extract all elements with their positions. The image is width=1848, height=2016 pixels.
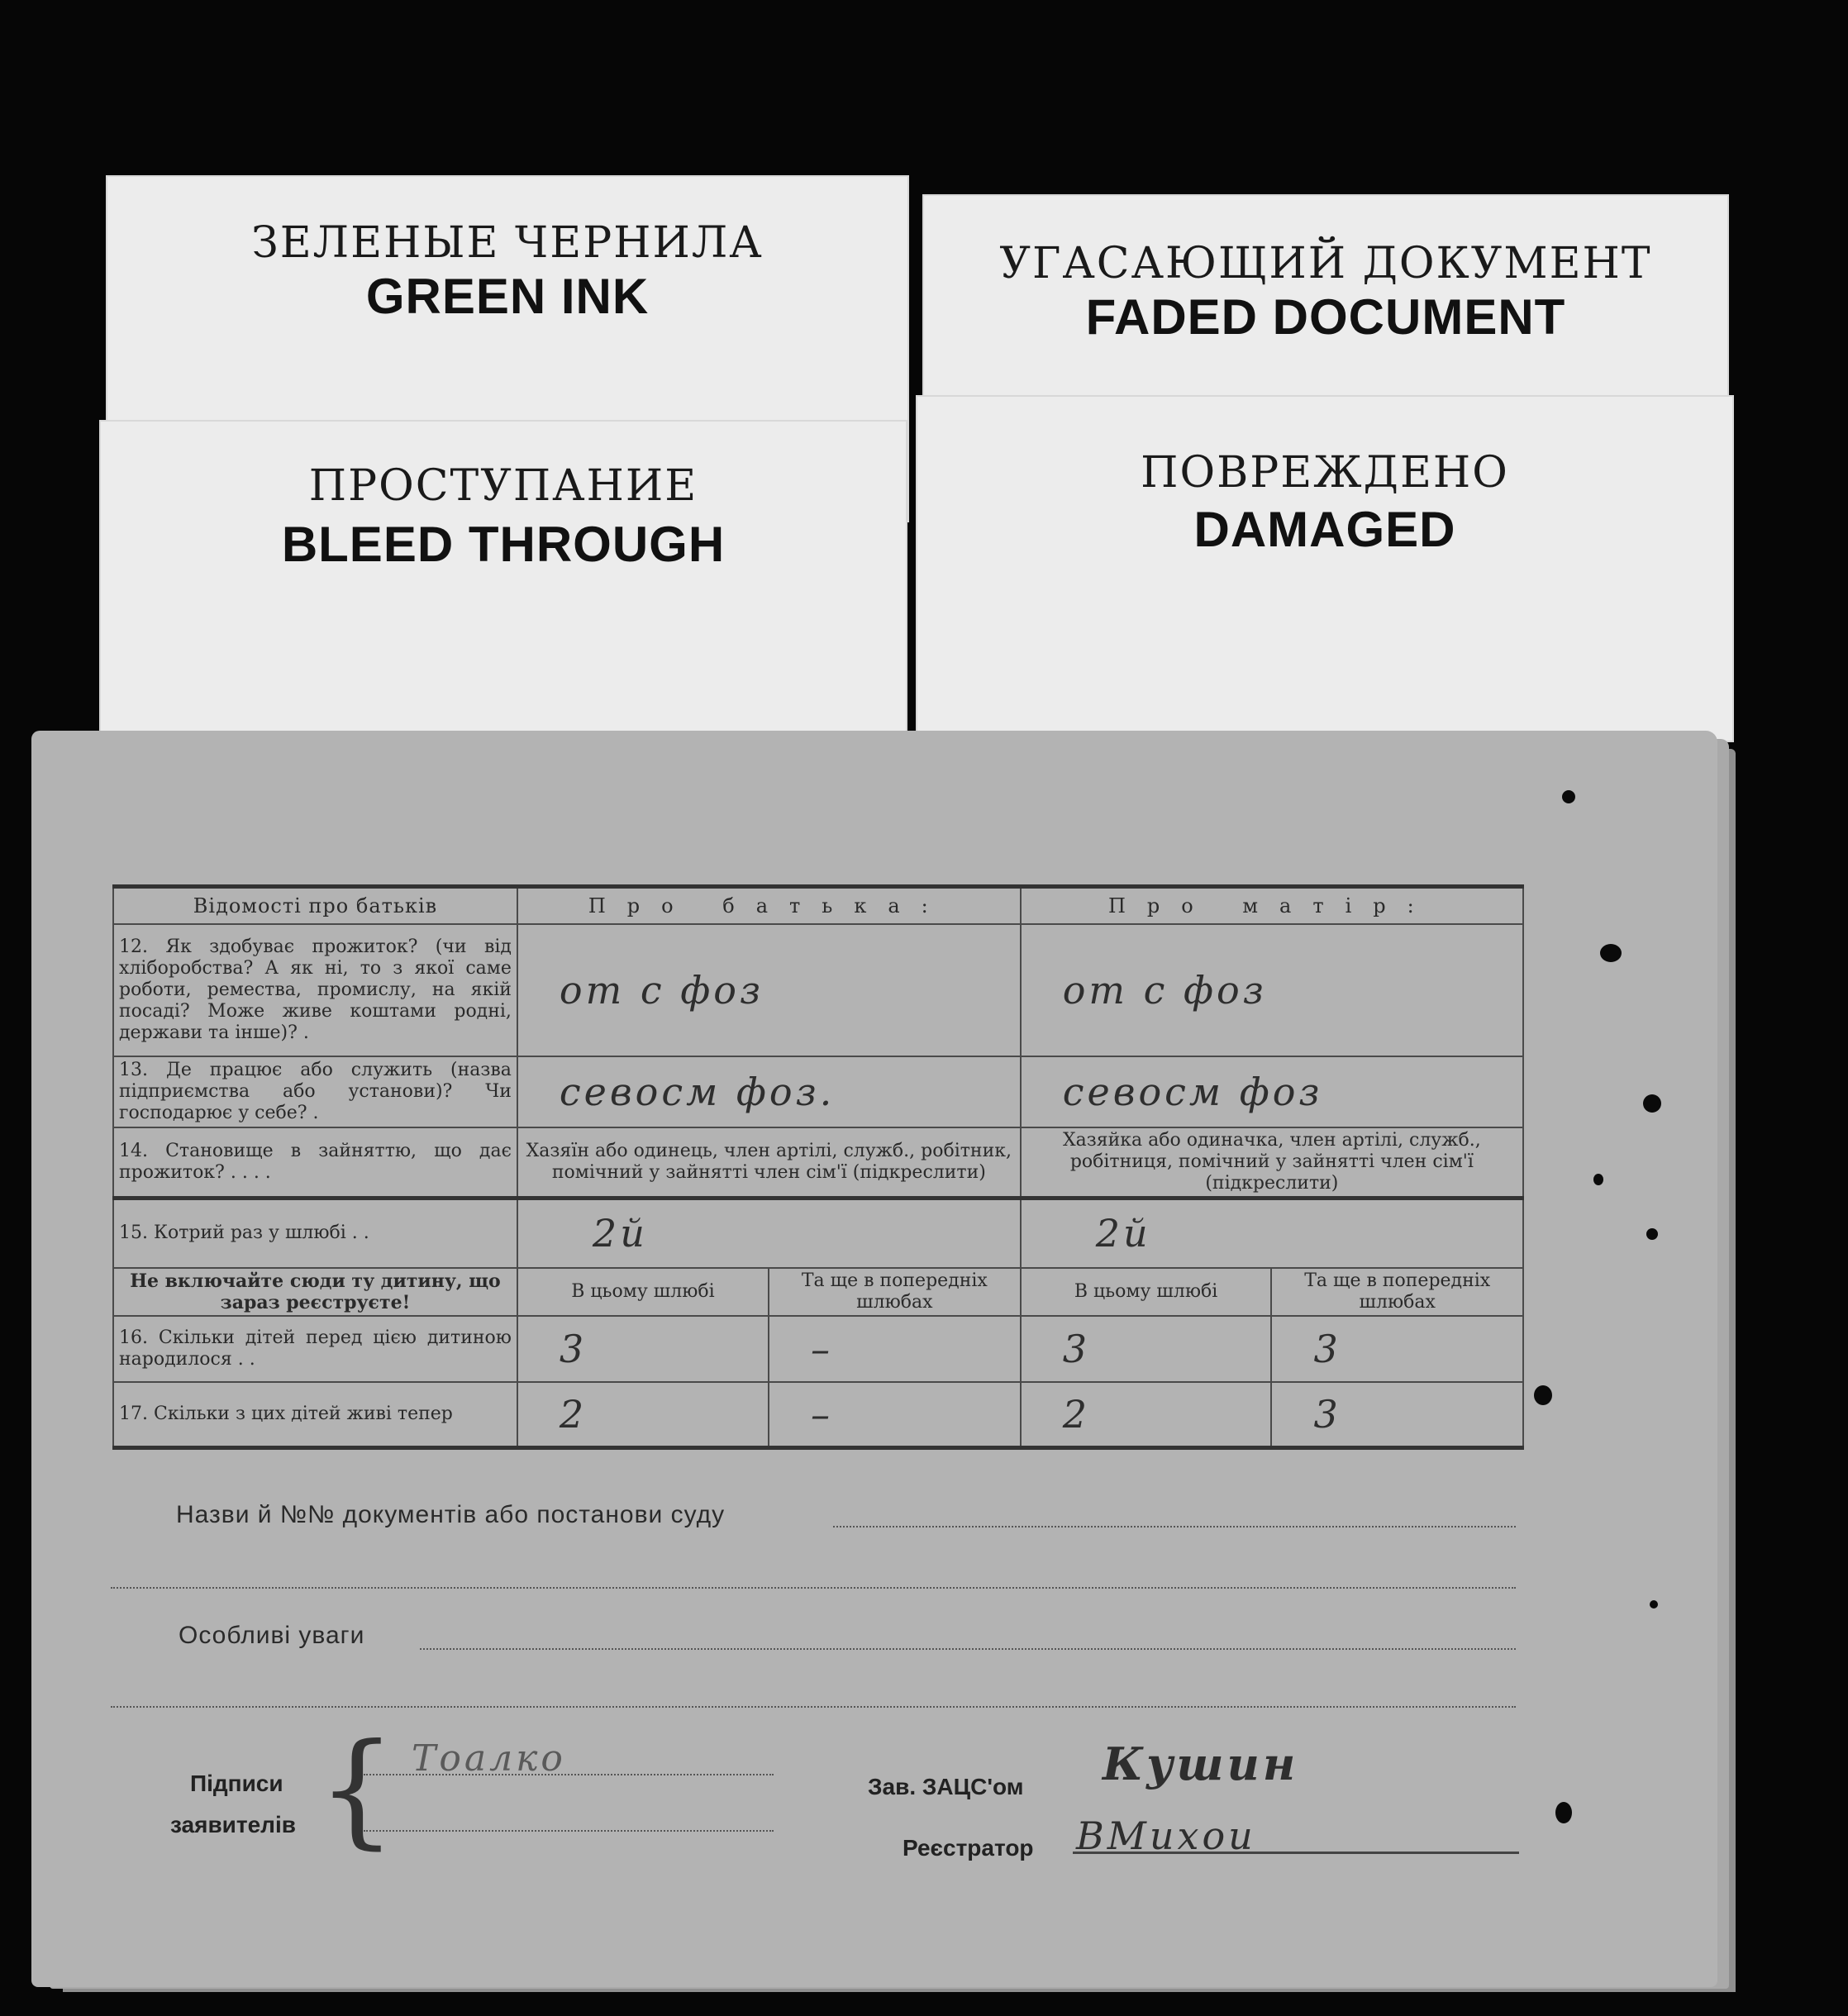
question-15: 15. Котрий раз у шлюбі . . xyxy=(113,1199,517,1268)
question-17: 17. Скільки з цих дітей живі тепер xyxy=(113,1382,517,1448)
card-label-en: GREEN INK xyxy=(365,269,650,324)
mother-answer-13: севосм фоз xyxy=(1021,1056,1523,1127)
documents-line-2 xyxy=(111,1587,1516,1589)
registrar-line xyxy=(1073,1852,1519,1854)
answer-17-mother-this: 2 xyxy=(1021,1382,1272,1448)
registrar-label: Реєстратор xyxy=(903,1835,1034,1861)
card-label-ru: УГАСАЮЩИЙ ДОКУМЕНТ xyxy=(999,239,1652,288)
col-previous-marriages: Та ще в попередніх шлюбах xyxy=(769,1268,1021,1316)
answer-16-mother-prev: 3 xyxy=(1271,1316,1523,1382)
father-answer-13: севосм фоз. xyxy=(517,1056,1021,1127)
punch-hole xyxy=(1534,1385,1552,1405)
punch-hole xyxy=(1562,790,1575,803)
table-row xyxy=(113,1316,1523,1382)
father-answer-12: от с фоз xyxy=(517,924,1021,1056)
header-label: Відомості про батьків xyxy=(113,887,517,925)
father-answer-15: 2й xyxy=(517,1199,1021,1268)
punch-hole xyxy=(1600,944,1622,962)
table-row xyxy=(113,1199,1523,1268)
answer-16-mother-this: 3 xyxy=(1021,1316,1272,1382)
card-label-ru: ПРОСТУПАНИЕ xyxy=(308,461,698,511)
exclusion-note: Не включайте сюди ту дитину, що зараз реєструєте! xyxy=(113,1268,517,1316)
applicant-signature: Тоалко xyxy=(412,1737,566,1780)
card-label-en: BLEED THROUGH xyxy=(281,517,726,572)
bleed-through-card xyxy=(99,420,907,751)
table-row xyxy=(113,1127,1523,1199)
question-16: 16. Скільки дітей перед цією дитиною народилося . . xyxy=(113,1316,517,1382)
documents-line xyxy=(833,1526,1516,1527)
col-this-marriage: В цьому шлюбі xyxy=(1021,1268,1272,1316)
head-of-registry-signature: Кушин xyxy=(1103,1737,1299,1790)
card-label-en: FADED DOCUMENT xyxy=(1085,289,1566,345)
punch-hole xyxy=(1555,1802,1572,1823)
brace: { xyxy=(317,1718,397,1861)
applicants-signatures-label-2: заявителів xyxy=(170,1812,296,1837)
question-14: 14. Становище в зайняттю, що дає прожиток? . . . . xyxy=(113,1127,517,1199)
registrar-signature: ВМихои xyxy=(1076,1813,1256,1858)
mother-answer-14: Хазяйка або одиначка, член артілі, служб., робітниця, помічний у зайнятті член сім'ї (підкреслити) xyxy=(1021,1127,1523,1199)
answer-17-father-this: 2 xyxy=(517,1382,769,1448)
remarks-line xyxy=(420,1648,1516,1650)
answer-16-father-prev: – xyxy=(769,1316,1021,1382)
card-label-ru: ПОВРЕЖДЕНО xyxy=(1141,448,1509,498)
table-row xyxy=(113,924,1523,1056)
punch-hole xyxy=(1593,1174,1603,1185)
card-label-en: DAMAGED xyxy=(1193,502,1456,557)
damaged-card xyxy=(916,395,1734,742)
father-answer-14: Хазяїн або одинець, член артілі, служб., робітник, помічний у зайнятті член сім'ї (підкреслити) xyxy=(517,1127,1021,1199)
mother-answer-12: от с фоз xyxy=(1021,924,1523,1056)
parents-info-table xyxy=(112,884,1524,1450)
answer-17-mother-prev: 3 xyxy=(1271,1382,1523,1448)
answer-17-father-prev: – xyxy=(769,1382,1021,1448)
remarks-label: Особливі уваги xyxy=(179,1622,365,1649)
punch-hole xyxy=(1643,1094,1661,1113)
question-13: 13. Де працює або служить (назва підприємства або установи)? Чи господарює у себе? . xyxy=(113,1056,517,1127)
table-header-row xyxy=(113,887,1523,925)
registration-form-page xyxy=(31,731,1717,1987)
punch-hole xyxy=(1646,1228,1658,1240)
table-row xyxy=(113,1268,1523,1316)
card-label-ru: ЗЕЛЕНЫЕ ЧЕРНИЛА xyxy=(251,218,764,268)
remarks-line-2 xyxy=(111,1706,1516,1708)
documents-label: Назви й №№ документів або постанови суду xyxy=(176,1501,726,1528)
col-this-marriage: В цьому шлюбі xyxy=(517,1268,769,1316)
mother-answer-15: 2й xyxy=(1021,1199,1523,1268)
table-row xyxy=(113,1056,1523,1127)
col-previous-marriages: Та ще в попередніх шлюбах xyxy=(1271,1268,1523,1316)
applicant-signature-line xyxy=(364,1774,774,1775)
table-row xyxy=(113,1382,1523,1448)
head-of-registry-label: Зав. ЗАЦС'ом xyxy=(868,1774,1024,1799)
applicants-signatures-label-1: Підписи xyxy=(190,1771,283,1796)
header-mother: Про матір: xyxy=(1021,887,1523,925)
answer-16-father-this: 3 xyxy=(517,1316,769,1382)
header-father: Про батька: xyxy=(517,887,1021,925)
question-12: 12. Як здобуває прожиток? (чи від хліборобства? А як ні, то з якої саме роботи, ремества, промислу, на якій посаді? Може живе коштами родні, держави та інше)? . xyxy=(113,924,517,1056)
applicant-signature-line-2 xyxy=(364,1830,774,1832)
punch-hole xyxy=(1650,1600,1658,1609)
